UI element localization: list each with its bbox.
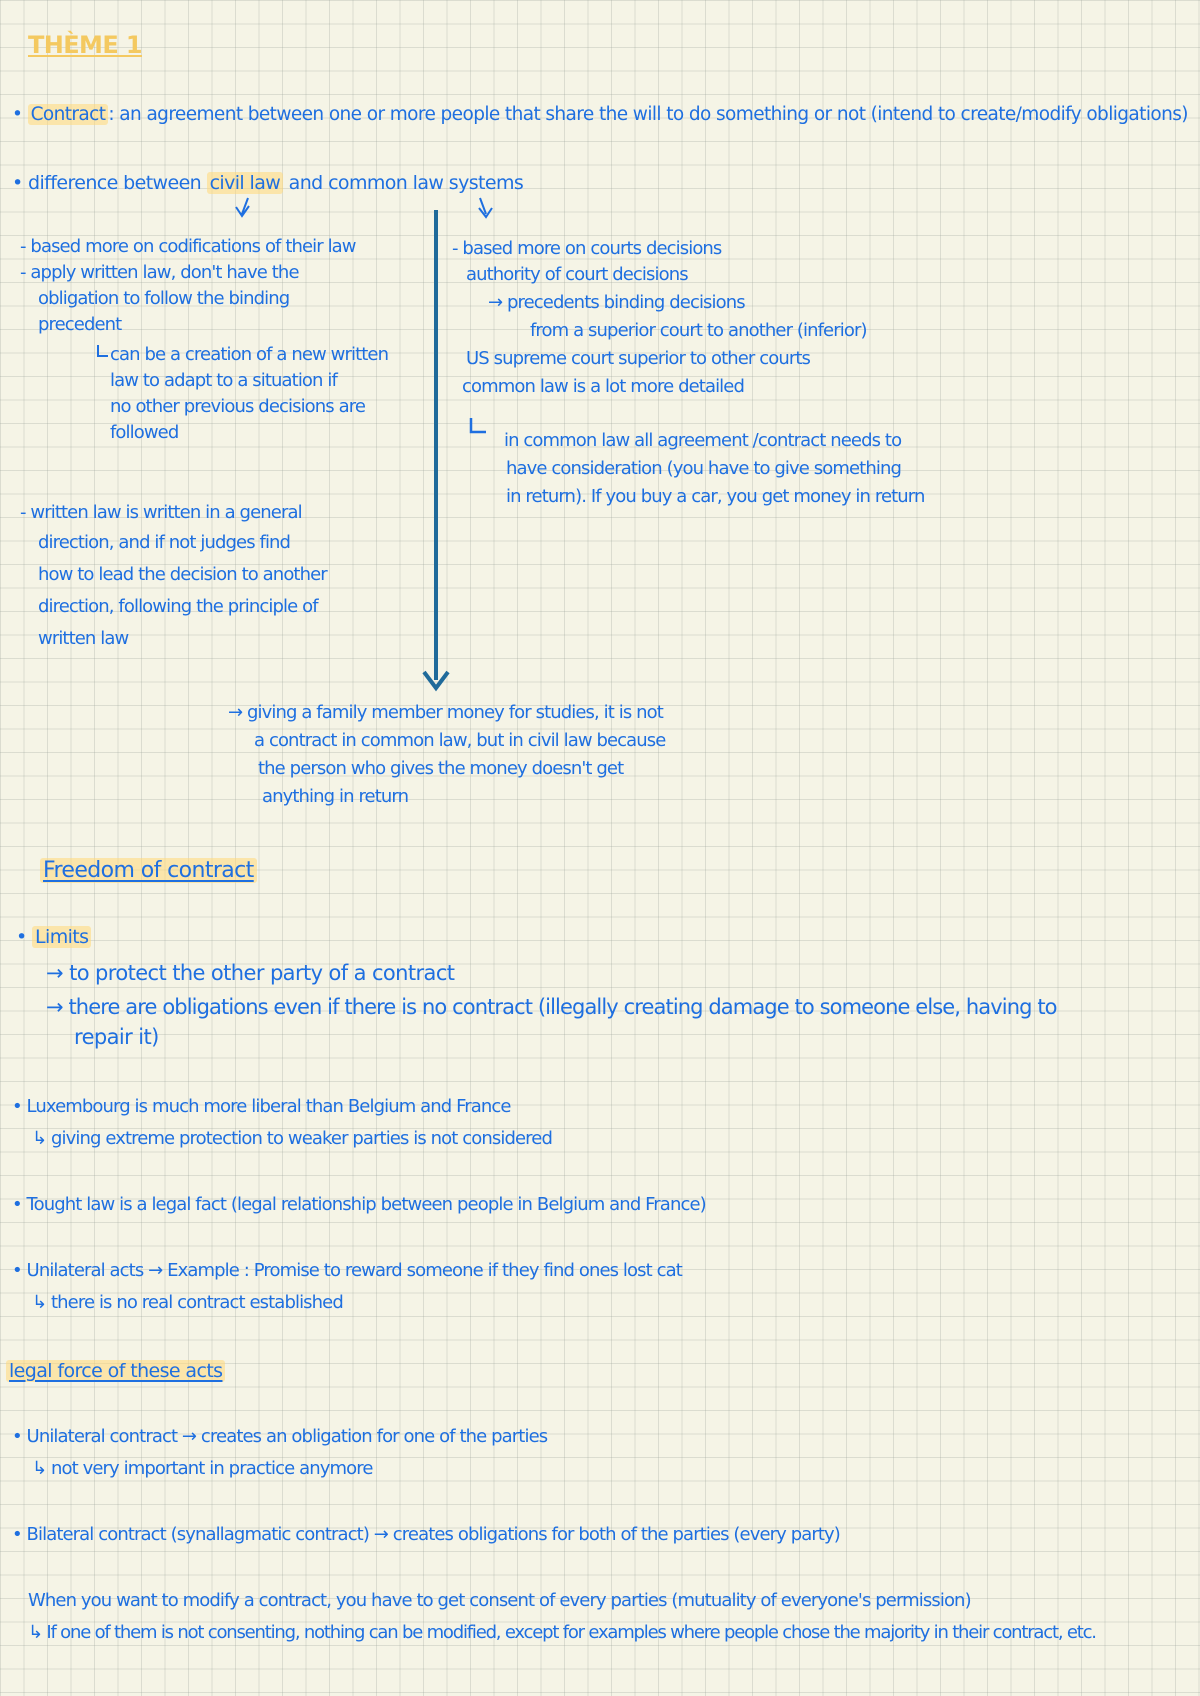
note-line: ↳ there is no real contract established xyxy=(32,1292,343,1313)
civil-line: - based more on codifications of their law xyxy=(20,236,356,257)
limits-label: • Limits xyxy=(16,924,91,950)
common-line: from a superior court to another (inferior) xyxy=(530,320,867,341)
legal-force-line: ↳ not very important in practice anymore xyxy=(32,1458,373,1479)
example-line: the person who gives the money doesn't get xyxy=(258,758,624,779)
note-text: Tought law is a legal fact (legal relationship between people in Belgium and France) xyxy=(26,1194,706,1215)
common-line: in return). If you buy a car, you get money in return xyxy=(506,486,925,507)
civil-line: how to lead the decision to another xyxy=(38,564,327,585)
arrow-down-civil-icon xyxy=(236,198,249,216)
legal-force-text: Unilateral contract → creates an obligation for one of the parties xyxy=(26,1426,548,1447)
example-line: a contract in common law, but in civil law because xyxy=(254,730,666,751)
civil-line: precedent xyxy=(38,314,122,335)
difference-and: and xyxy=(288,172,323,194)
common-line: → precedents binding decisions xyxy=(488,292,745,313)
common-line: in common law all agreement /contract needs to xyxy=(504,430,902,451)
difference-prefix: difference between xyxy=(28,172,202,194)
note-text: Luxembourg is much more liberal than Belgium and France xyxy=(26,1096,511,1117)
example-line: → giving a family member money for studies, it is not xyxy=(228,702,663,723)
common-line: common law is a lot more detailed xyxy=(462,376,744,397)
hook-arrow-common-icon xyxy=(471,418,486,432)
contract-definition: • Contract : an agreement between one or more people that share the will to do something or not (intend to create/modify obligations) xyxy=(12,104,1188,125)
civil-line: - apply written law, don't have the xyxy=(20,262,299,283)
common-line: US supreme court superior to other courts xyxy=(466,348,810,369)
page-title: THÈME 1 xyxy=(28,31,142,59)
freedom-heading xyxy=(40,858,257,884)
difference-suffix: systems xyxy=(448,172,524,194)
legal-force-line: ↳ If one of them is not consenting, nothing can be modified, except for examples where people chose the majority in their contract, etc. xyxy=(28,1622,1096,1643)
legal-force-line: When you want to modify a contract, you have to get consent of every parties (mutuality of everyone's permission) xyxy=(28,1590,971,1611)
common-law-label: common law xyxy=(328,172,444,194)
contract-term: Contract xyxy=(28,104,109,125)
civil-line: obligation to follow the binding xyxy=(38,288,290,309)
civil-line: written law xyxy=(38,628,129,649)
legal-force-line: • Unilateral contract → creates an obligation for one of the parties xyxy=(12,1426,548,1447)
note-line: • Tought law is a legal fact (legal relationship between people in Belgium and France) xyxy=(12,1194,706,1215)
common-line: have consideration (you have to give something xyxy=(506,458,901,479)
freedom-item: → to protect the other party of a contract xyxy=(46,961,455,985)
civil-line: followed xyxy=(110,422,179,443)
common-line: - based more on courts decisions xyxy=(452,238,722,259)
note-text: Unilateral acts → Example : Promise to reward someone if they find ones lost cat xyxy=(26,1260,682,1281)
note-line: • Unilateral acts → Example : Promise to reward someone if they find ones lost cat xyxy=(12,1260,682,1281)
legal-force-heading-text: legal force of these acts xyxy=(6,1360,225,1382)
contract-text: : an agreement between one or more people that share the will to do something or not (intend to create/modify obligations) xyxy=(108,104,1188,125)
legal-force-text: Bilateral contract (synallagmatic contract) → creates obligations for both of the parties (every party) xyxy=(26,1524,840,1545)
civil-law-label: civil law xyxy=(207,172,284,194)
freedom-item: repair it) xyxy=(74,1025,159,1049)
freedom-heading-text: Freedom of contract xyxy=(40,858,257,883)
arrow-down-common-icon xyxy=(479,198,492,217)
civil-line: no other previous decisions are xyxy=(110,396,366,417)
freedom-item: → there are obligations even if there is no contract (illegally creating damage to someone else, having to xyxy=(46,995,1057,1019)
civil-line: law to adapt to a situation if xyxy=(110,370,337,391)
civil-line: direction, following the principle of xyxy=(38,596,318,617)
example-line: anything in return xyxy=(262,786,409,807)
hook-arrow-icon xyxy=(98,345,108,356)
limits-text: Limits xyxy=(32,926,91,948)
civil-line: - written law is written in a general xyxy=(20,502,302,523)
note-line: • Luxembourg is much more liberal than Belgium and France xyxy=(12,1096,511,1117)
legal-force-line: • Bilateral contract (synallagmatic contract) → creates obligations for both of the parties (every party) xyxy=(12,1524,840,1545)
legal-force-heading xyxy=(6,1358,225,1384)
civil-line: direction, and if not judges find xyxy=(38,532,291,553)
common-line: authority of court decisions xyxy=(466,264,688,285)
civil-line: can be a creation of a new written xyxy=(110,344,389,365)
difference-heading: • difference between civil law and common law systems xyxy=(12,172,524,194)
note-line: ↳ giving extreme protection to weaker parties is not considered xyxy=(32,1128,552,1149)
